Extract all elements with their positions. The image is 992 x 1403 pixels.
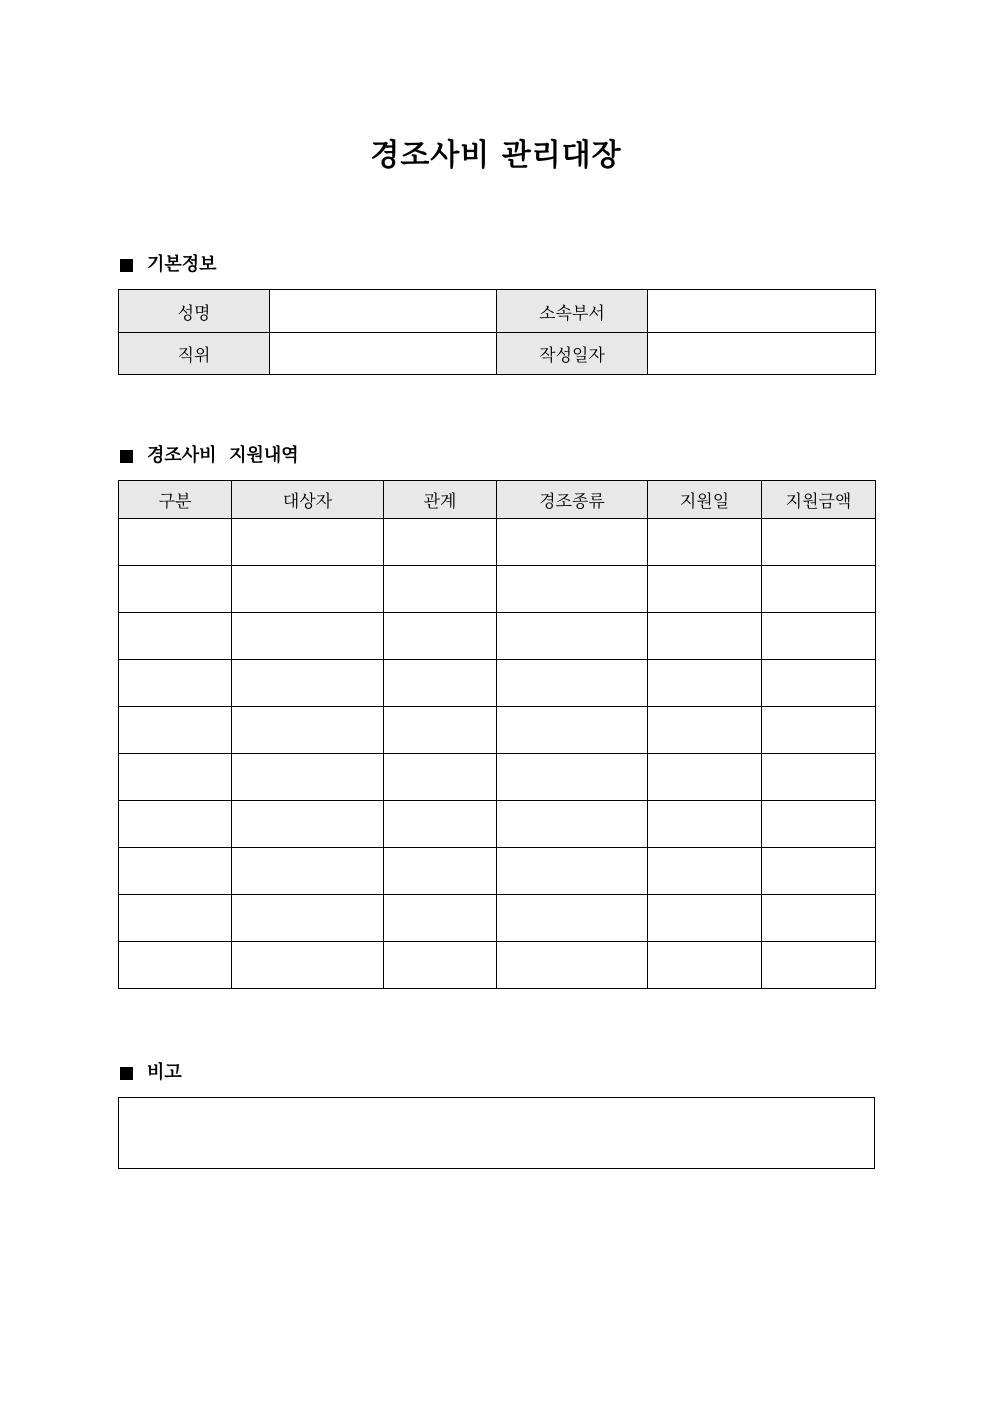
table-row xyxy=(119,613,876,660)
label-name: 성명 xyxy=(119,290,270,333)
remarks-heading xyxy=(118,1061,182,1085)
cell-support-amount[interactable] xyxy=(762,707,876,754)
support-header-row xyxy=(119,481,876,519)
cell-category[interactable] xyxy=(119,754,232,801)
cell-event-type[interactable] xyxy=(497,848,648,895)
cell-support-date[interactable] xyxy=(648,566,762,613)
column-header-support-date: 지원일 xyxy=(648,481,762,519)
cell-support-date[interactable] xyxy=(648,660,762,707)
label-position: 직위 xyxy=(119,333,270,375)
cell-event-type[interactable] xyxy=(497,660,648,707)
basic-info-row xyxy=(119,290,876,333)
cell-recipient[interactable] xyxy=(232,660,384,707)
basic-info-row xyxy=(119,333,876,375)
square-bullet-icon xyxy=(120,1067,133,1080)
cell-recipient[interactable] xyxy=(232,754,384,801)
table-row xyxy=(119,942,876,989)
cell-relation[interactable] xyxy=(384,519,497,566)
cell-category[interactable] xyxy=(119,566,232,613)
basic-info-heading-text: 기본정보 xyxy=(147,254,217,275)
cell-relation[interactable] xyxy=(384,942,497,989)
cell-relation[interactable] xyxy=(384,707,497,754)
column-header-support-amount: 지원금액 xyxy=(762,481,876,519)
cell-relation[interactable] xyxy=(384,566,497,613)
cell-category[interactable] xyxy=(119,660,232,707)
cell-category[interactable] xyxy=(119,707,232,754)
cell-support-date[interactable] xyxy=(648,942,762,989)
table-row xyxy=(119,754,876,801)
cell-event-type[interactable] xyxy=(497,519,648,566)
column-header-event-type: 경조종류 xyxy=(497,481,648,519)
cell-recipient[interactable] xyxy=(232,848,384,895)
cell-event-type[interactable] xyxy=(497,942,648,989)
cell-support-date[interactable] xyxy=(648,895,762,942)
cell-recipient[interactable] xyxy=(232,566,384,613)
cell-relation[interactable] xyxy=(384,613,497,660)
cell-recipient[interactable] xyxy=(232,942,384,989)
cell-support-date[interactable] xyxy=(648,848,762,895)
column-header-recipient: 대상자 xyxy=(232,481,384,519)
cell-support-date[interactable] xyxy=(648,754,762,801)
table-row xyxy=(119,660,876,707)
square-bullet-icon xyxy=(120,259,133,272)
cell-support-date[interactable] xyxy=(648,707,762,754)
cell-recipient[interactable] xyxy=(232,707,384,754)
square-bullet-icon xyxy=(120,450,133,463)
cell-event-type[interactable] xyxy=(497,801,648,848)
cell-support-amount[interactable] xyxy=(762,754,876,801)
table-row xyxy=(119,848,876,895)
cell-event-type[interactable] xyxy=(497,895,648,942)
department-field[interactable] xyxy=(648,290,876,333)
cell-support-amount[interactable] xyxy=(762,519,876,566)
cell-support-amount[interactable] xyxy=(762,895,876,942)
support-heading-text: 경조사비 지원내역 xyxy=(147,445,299,466)
cell-relation[interactable] xyxy=(384,895,497,942)
column-header-relation: 관계 xyxy=(384,481,497,519)
cell-recipient[interactable] xyxy=(232,801,384,848)
cell-category[interactable] xyxy=(119,801,232,848)
cell-relation[interactable] xyxy=(384,660,497,707)
label-department: 소속부서 xyxy=(497,290,648,333)
position-field[interactable] xyxy=(270,333,497,375)
cell-category[interactable] xyxy=(119,942,232,989)
cell-relation[interactable] xyxy=(384,754,497,801)
support-table xyxy=(118,480,876,989)
cell-support-amount[interactable] xyxy=(762,848,876,895)
cell-support-date[interactable] xyxy=(648,801,762,848)
cell-category[interactable] xyxy=(119,519,232,566)
basic-info-heading xyxy=(118,253,217,277)
page-title: 경조사비 관리대장 xyxy=(370,138,622,173)
cell-recipient[interactable] xyxy=(232,519,384,566)
cell-event-type[interactable] xyxy=(497,707,648,754)
column-header-category: 구분 xyxy=(119,481,232,519)
table-row xyxy=(119,801,876,848)
table-row xyxy=(119,519,876,566)
table-row xyxy=(119,707,876,754)
cell-support-amount[interactable] xyxy=(762,660,876,707)
cell-recipient[interactable] xyxy=(232,895,384,942)
cell-recipient[interactable] xyxy=(232,613,384,660)
cell-support-amount[interactable] xyxy=(762,613,876,660)
table-row xyxy=(119,895,876,942)
date-field[interactable] xyxy=(648,333,876,375)
name-field[interactable] xyxy=(270,290,497,333)
support-heading xyxy=(118,444,299,468)
cell-support-amount[interactable] xyxy=(762,942,876,989)
table-row xyxy=(119,566,876,613)
cell-support-amount[interactable] xyxy=(762,801,876,848)
cell-category[interactable] xyxy=(119,613,232,660)
cell-support-amount[interactable] xyxy=(762,566,876,613)
cell-relation[interactable] xyxy=(384,848,497,895)
label-date: 작성일자 xyxy=(497,333,648,375)
remarks-heading-text: 비고 xyxy=(147,1062,182,1083)
cell-event-type[interactable] xyxy=(497,754,648,801)
cell-relation[interactable] xyxy=(384,801,497,848)
support-table-body xyxy=(119,519,876,989)
remarks-field[interactable] xyxy=(118,1097,875,1169)
cell-support-date[interactable] xyxy=(648,519,762,566)
basic-info-table xyxy=(118,289,876,375)
cell-category[interactable] xyxy=(119,848,232,895)
cell-event-type[interactable] xyxy=(497,613,648,660)
cell-support-date[interactable] xyxy=(648,613,762,660)
cell-event-type[interactable] xyxy=(497,566,648,613)
cell-category[interactable] xyxy=(119,895,232,942)
